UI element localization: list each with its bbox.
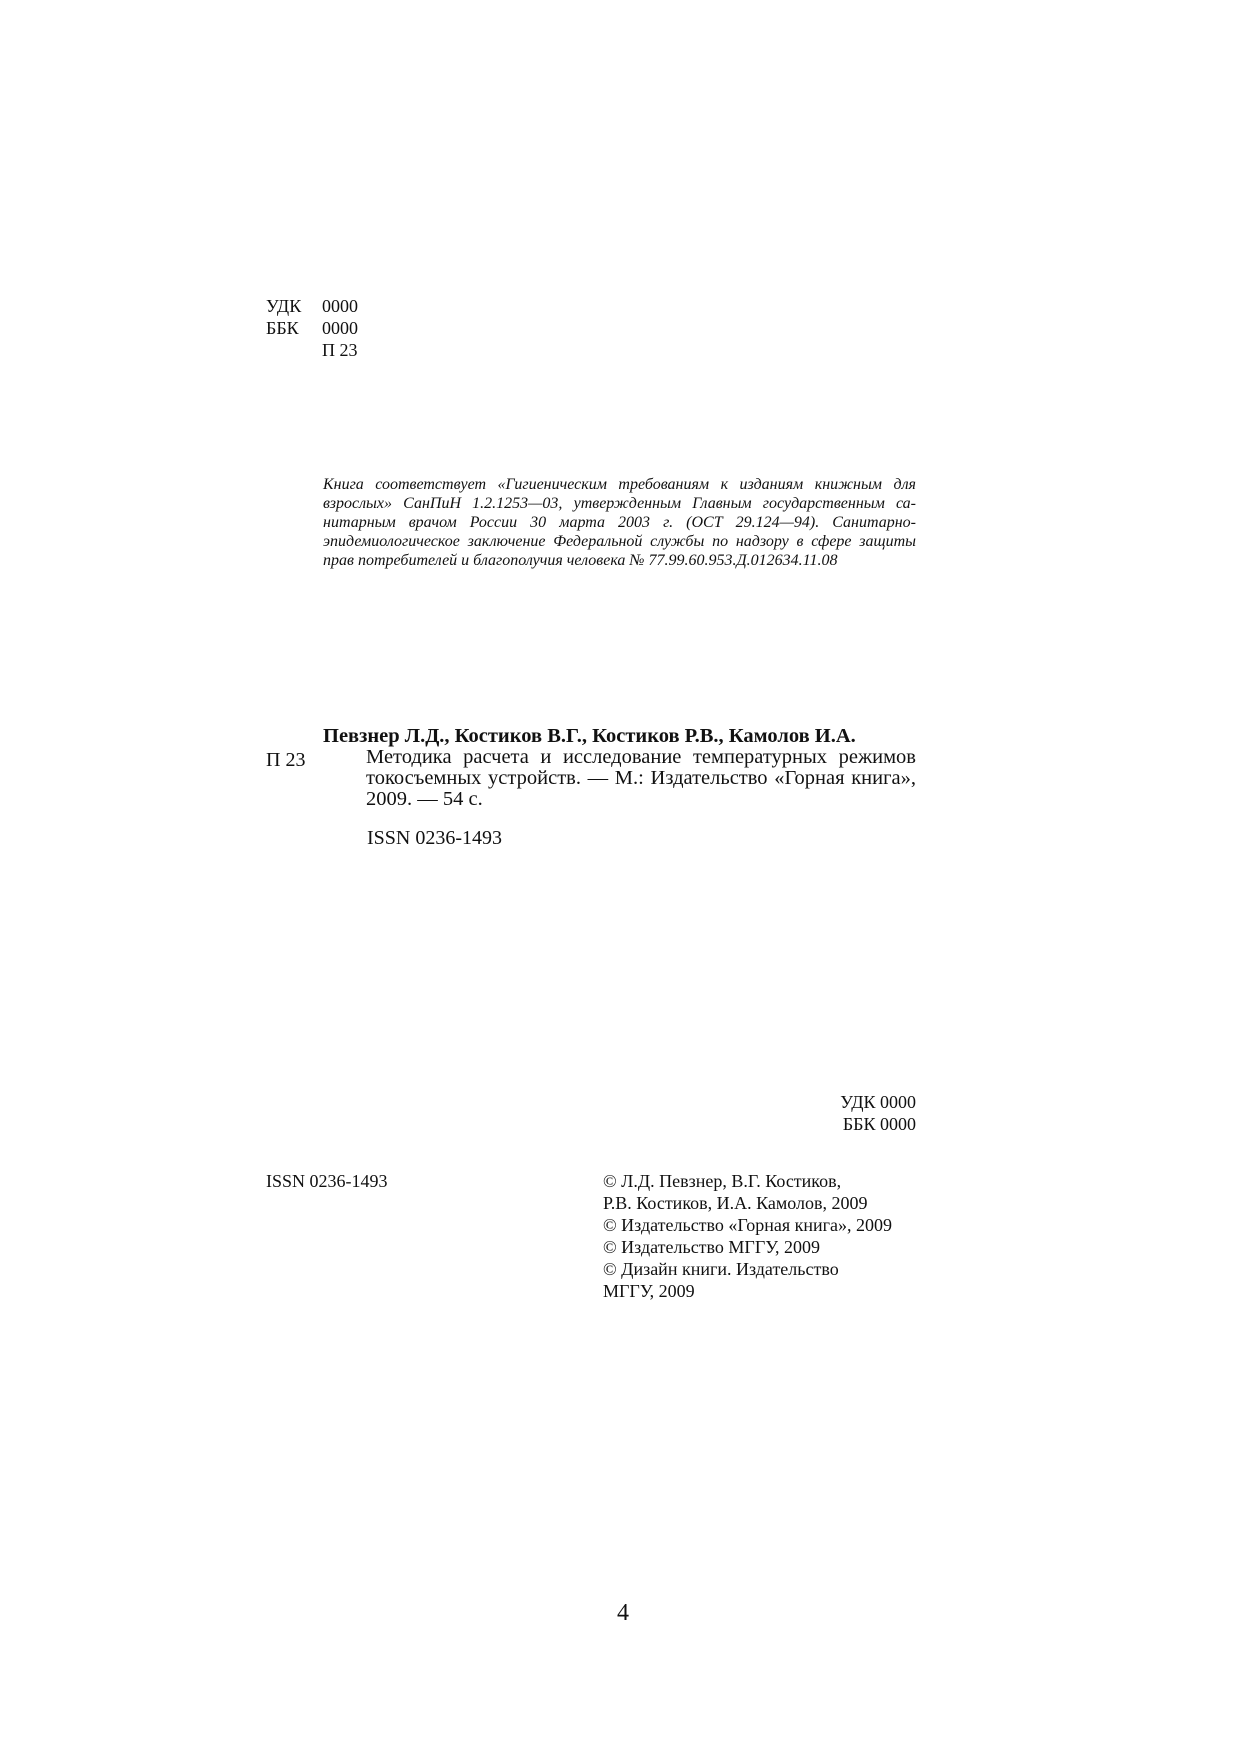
bottom-bbk: ББК 0000	[842, 1114, 916, 1134]
udk-row	[266, 295, 358, 317]
description-line: токосъемных устройств. — М.: Издательство «Горная книга»,	[366, 767, 916, 789]
hygiene-notice	[323, 475, 916, 570]
bottom-issn: ISSN 0236-1493	[266, 1171, 388, 1191]
copyright-block	[603, 1170, 892, 1302]
notice-line: эпидемиологическое заключение Федеральной службы по надзору в сфере защиты	[323, 533, 916, 550]
udk-label: УДК	[266, 296, 302, 316]
notice-line: взрослых» СанПиН 1.2.1253—03, утвержденным Главным государственным са-	[323, 495, 916, 512]
catalog-entry-authors: Певзнер Л.Д., Костиков В.Г., Костиков Р.В., Камолов И.А.	[323, 725, 856, 747]
udk-value: 0000	[322, 296, 358, 316]
description-line: 2009. — 54 с.	[366, 788, 483, 810]
catalog-entry	[323, 726, 916, 810]
copyright-line: © Издательство «Горная книга», 2009	[603, 1215, 893, 1235]
copyright-line: МГГУ, 2009	[603, 1281, 695, 1301]
bbk-label: ББК	[266, 318, 299, 338]
notice-line: нитарным врачом России 30 марта 2003 г. (ОСТ 29.124—94). Санитарно-	[323, 514, 916, 531]
page-number: 4	[617, 1600, 629, 1626]
bbk-value: 0000	[322, 318, 358, 338]
author-mark-row	[266, 339, 358, 361]
author-mark: П 23	[322, 340, 358, 360]
catalog-entry-issn: ISSN 0236-1493	[367, 827, 503, 849]
catalog-entry-description	[323, 747, 916, 810]
copyright-line: Р.В. Костиков, И.А. Камолов, 2009	[603, 1193, 868, 1213]
copyright-line: © Дизайн книги. Издательство	[603, 1259, 839, 1279]
bbk-row	[266, 317, 358, 339]
copyright-line: © Издательство МГГУ, 2009	[603, 1237, 821, 1257]
classification-codes	[266, 295, 358, 361]
bottom-classification-codes	[836, 1091, 916, 1135]
catalog-entry-code: П 23	[266, 749, 306, 771]
notice-line: Книга соответствует «Гигиеническим требованиям к изданиям книжным для	[323, 476, 916, 493]
description-line: Методика расчета и исследование температурных режимов	[366, 746, 916, 768]
copyright-line: © Л.Д. Певзнер, В.Г. Костиков,	[603, 1171, 842, 1191]
notice-line: прав потребителей и благополучия человека № 77.99.60.953.Д.012634.11.08	[323, 552, 838, 569]
bottom-udk: УДК 0000	[840, 1092, 916, 1112]
